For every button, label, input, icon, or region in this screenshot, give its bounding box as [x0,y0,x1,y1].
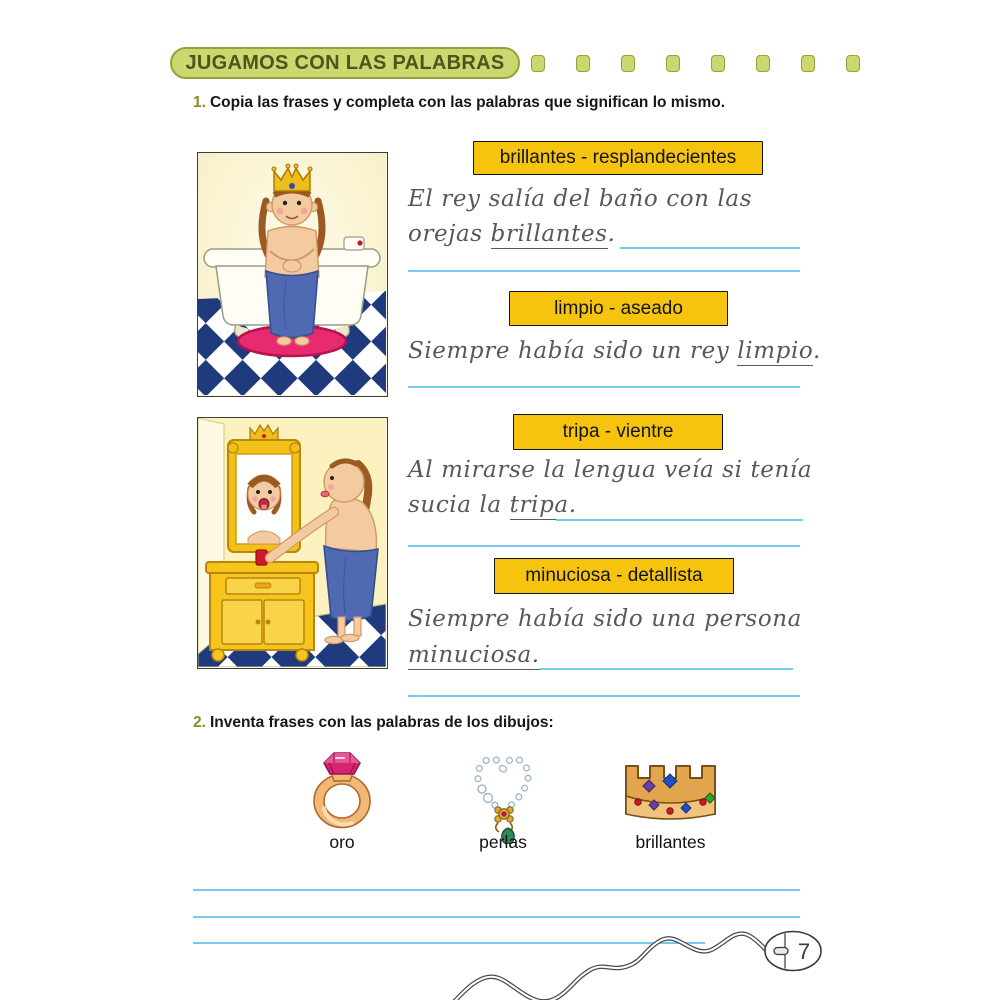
decor-square [531,55,545,72]
writing-line[interactable] [408,386,800,388]
sentence-1-line-2: orejas brillantes. [408,221,616,247]
sentence-2-line-1: Siempre había sido un rey limpio. [408,338,821,364]
decor-square [621,55,635,72]
king-mirror-drawing [198,418,386,667]
decor-square [711,55,725,72]
underlined-word: brillantes [490,221,608,247]
blue-towel [266,271,318,338]
exercise1-number: 1. [193,94,206,111]
sentence-3-line-1: Al mirarse la lengua veía si tenía [408,457,813,483]
king-bath-drawing [198,153,386,395]
sentence-1-line-1: El rey salía del baño con las [408,186,753,212]
sentence-3-line-2: sucia la tripa. [408,492,577,518]
word-pair-4: minuciosa - detallista [525,565,703,586]
decor-square [801,55,815,72]
word-pair-2: limpio - aseado [554,297,683,319]
computer-mouse-icon [762,929,824,978]
page-title [170,47,520,79]
word-pair-box-3 [513,414,723,450]
decor-square [846,55,860,72]
writing-line[interactable] [193,916,800,918]
sentence-4-line-1: Siempre había sido una persona [408,606,802,632]
underlined-word: tripa [509,492,569,518]
word-pair-box-1 [473,141,763,175]
gold-ring-icon [307,744,377,835]
king-mirror-tongue-illustration [197,417,388,669]
picture-label-oro: oro [329,832,355,852]
exercise2-title: Inventa frases con las palabras de los dibujos: [209,714,554,731]
writing-line[interactable] [540,668,793,670]
king-in-bathroom-illustration [197,152,388,397]
underlined-word: minuciosa. [408,642,540,668]
decor-square [666,55,680,72]
mirror [228,425,300,552]
writing-line[interactable] [408,545,800,547]
writing-line[interactable] [408,270,800,272]
page-number: 7 [797,939,811,964]
writing-line[interactable] [408,695,800,697]
writing-line[interactable] [556,519,803,521]
page-title-label: JUGAMOS CON LAS PALABRAS [185,51,505,74]
header-decoration-squares [531,55,860,72]
picture-label-brillantes: brillantes [635,832,706,852]
decor-square [756,55,770,72]
writing-line[interactable] [193,942,705,944]
writing-line[interactable] [193,889,800,891]
mouse-wheel [774,948,788,955]
writing-line[interactable] [620,247,800,249]
word-pair-box-2 [509,291,728,326]
exercise1-title: Copia las frases y completa con las palabras que significan lo mismo. [209,94,726,111]
word-pair-1: brillantes - resplandecientes [499,147,737,168]
word-pair-box-4 [494,558,734,594]
blue-towel [324,546,378,620]
picture-label-perlas: perlas [479,832,527,852]
exercise2-heading [193,714,813,732]
sentence-4-line-2 [408,642,540,668]
underlined-word: limpio [737,338,813,364]
exercise2-number: 2. [193,714,206,731]
vanity-cabinet [206,562,318,661]
jeweled-crown-icon [618,760,723,829]
decor-square [576,55,590,72]
exercise1-heading [193,94,853,112]
word-pair-3: tripa - vientre [562,421,674,442]
